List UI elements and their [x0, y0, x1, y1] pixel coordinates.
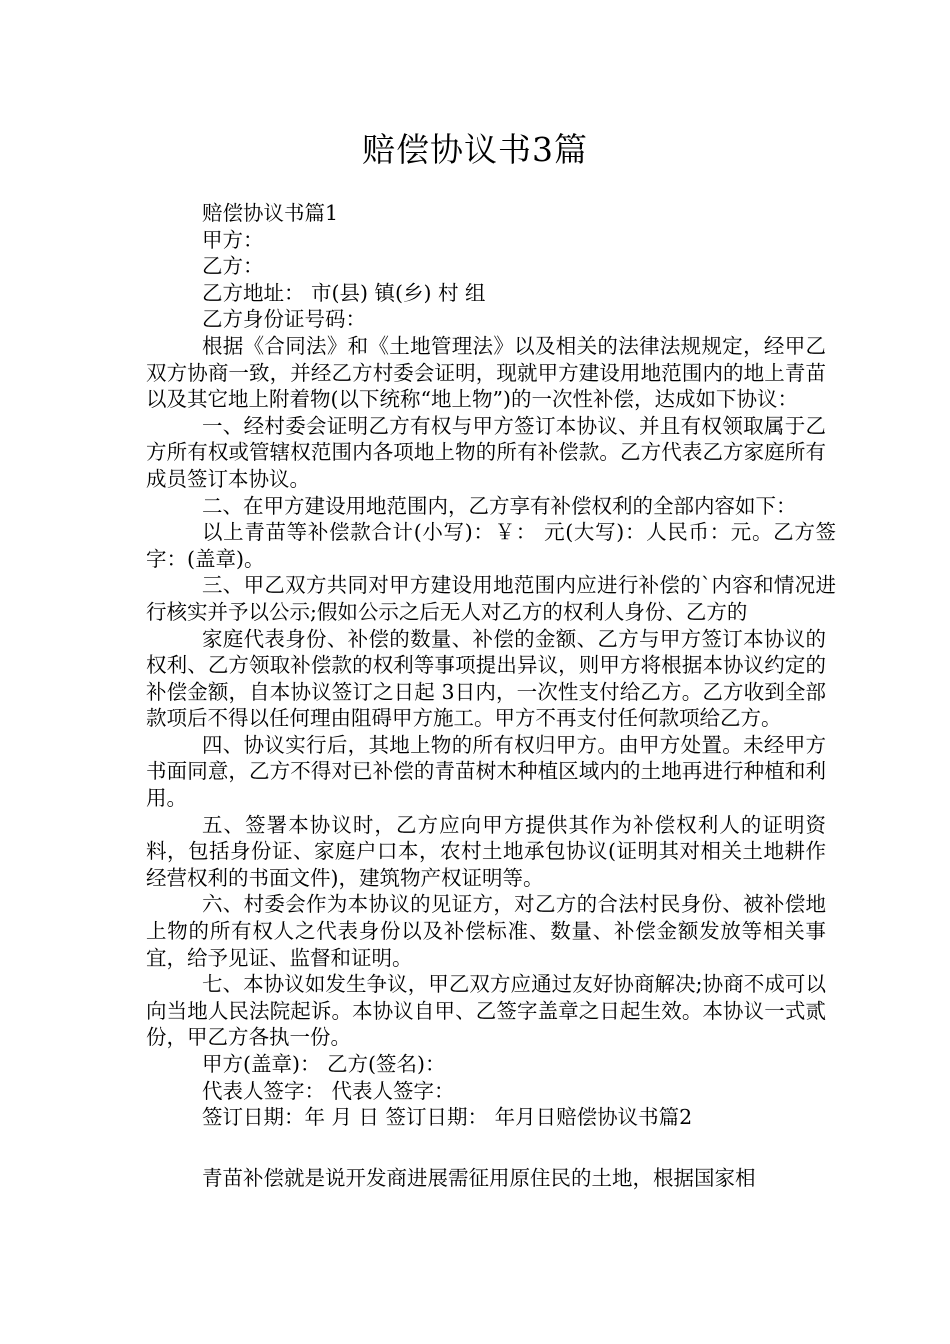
section-2-opening: 青苗补偿就是说开发商进展需征用原住民的土地，根据国家相 [202, 1165, 756, 1190]
party-b-address-line: 乙方地址： 市(县) 镇(乡) 村 组 [202, 280, 486, 305]
paragraph-preamble: 根据《合同法》和《土地管理法》以及相关的法律法规规定，经甲乙双方协商一致，并经乙方村委会证明，现就甲方建设用地范围内的地上青苗以及其它地上附着物(以下统称“地上物”)的一次性补偿，达成如下协议： [146, 333, 826, 412]
paragraph-clause-7: 七、本协议如发生争议，甲乙双方应通过友好协商解决;协商不成可以向当地人民法院起诉。本协议自甲、乙签字盖章之日起生效。本协议一式贰份，甲乙方各执一份。 [146, 972, 826, 1050]
signature-date-line: 签订日期：年 月 日 签订日期： 年月日赔偿协议书篇2 [202, 1105, 693, 1130]
paragraph-clause-5: 五、签署本协议时，乙方应向甲方提供其作为补偿权利人的证明资料，包括身份证、家庭户口本，农村土地承包协议(证明其对相关土地耕作经营权利的书面文件)，建筑物产权证明等。 [146, 812, 826, 890]
paragraph-clause-6: 六、村委会作为本协议的见证方，对乙方的合法村民身份、被补偿地上物的所有权人之代表身份以及补偿标准、数量、补偿金额发放等相关事宜，给予见证、监督和证明。 [146, 892, 826, 970]
paragraph-clause-3: 三、甲乙双方共同对甲方建设用地范围内应进行补偿的`内容和情况进行核实并予以公示;假如公示之后无人对乙方的权利人身份、乙方的 [146, 573, 836, 624]
party-a-line: 甲方： [202, 227, 264, 252]
paragraph-clause-4: 四、协议实行后，其地上物的所有权归甲方。由甲方处置。未经甲方书面同意，乙方不得对已补偿的青苗树木种植区域内的土地再进行种植和利用。 [146, 732, 826, 811]
party-b-line: 乙方： [202, 254, 264, 279]
paragraph-compensation-total: 以上青苗等补偿款合计(小写)：￥： 元(大写)：人民币：元。乙方签字：(盖章)。 [146, 520, 836, 571]
section-heading: 赔偿协议书篇1 [202, 201, 339, 225]
document-body [146, 200, 836, 1191]
document-title: 赔偿协议书3篇 [362, 130, 588, 169]
paragraph-clause-2: 二、在甲方建设用地范围内，乙方享有补偿权利的全部内容如下： [202, 493, 797, 518]
party-b-id-line: 乙方身份证号码： [202, 307, 366, 332]
blank-spacer [146, 1131, 826, 1165]
signature-party-line: 甲方(盖章)： 乙方(签名)： [202, 1052, 446, 1076]
paragraph-clause-1: 一、经村委会证明乙方有权与甲方签订本协议、并且有权领取属于乙方所有权或管辖权范围内各项地上物的所有补偿款。乙方代表乙方家庭所有成员签订本协议。 [146, 413, 826, 491]
signature-representative-line: 代表人签字： 代表人签字： [202, 1078, 455, 1103]
paragraph-clause-3-continued: 家庭代表身份、补偿的数量、补偿的金额、乙方与甲方签订本协议的权利、乙方领取补偿款的权利等事项提出异议，则甲方将根据本协议约定的补偿金额，自本协议签订之日起 3日内，一次性支付给乙方。乙方收到全部款项后不得以任何理由阻碍甲方施工。甲方不再支付任何款项给乙方。 [146, 626, 826, 731]
